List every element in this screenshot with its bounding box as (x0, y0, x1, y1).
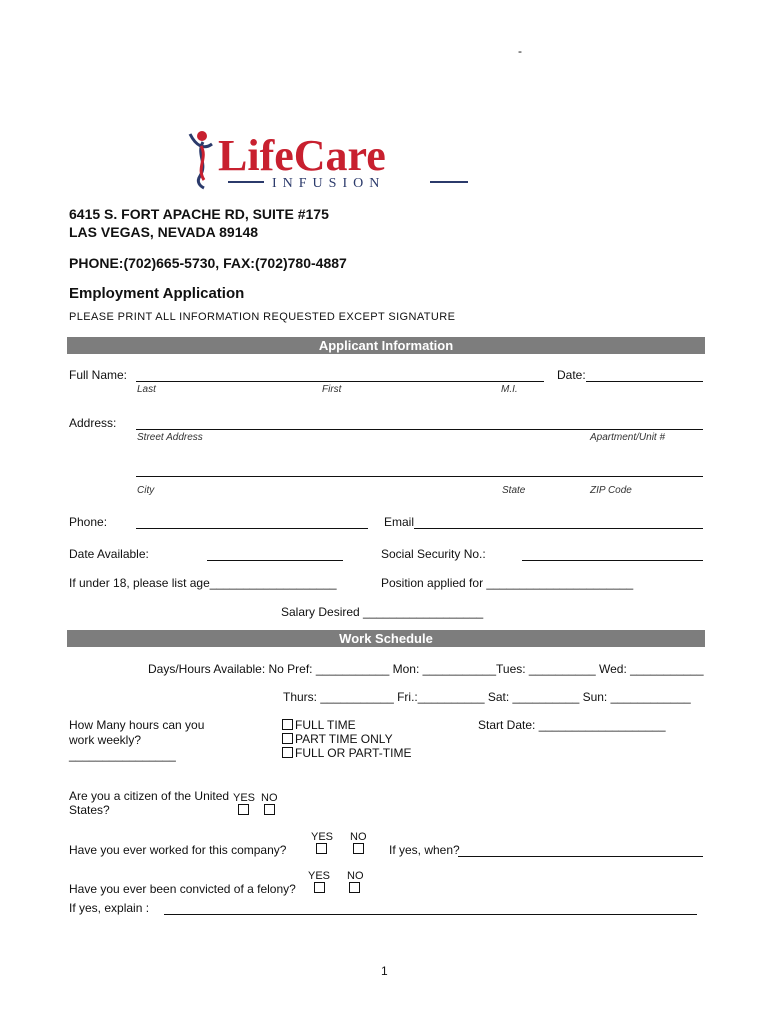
section-applicant-information: Applicant Information (67, 337, 705, 354)
top-dash: - (518, 44, 522, 58)
if-yes-when-label: If yes, when? (389, 843, 460, 857)
citizen-yes-checkbox[interactable] (238, 804, 249, 815)
citizen-yes-label: YES (233, 792, 256, 804)
date-available-label: Date Available: (69, 547, 149, 561)
felony-no-checkbox[interactable] (349, 882, 360, 893)
felony-no-label: NO (347, 870, 364, 882)
felony-question: Have you ever been convicted of a felony? (69, 882, 296, 896)
city-state-zip-field[interactable] (136, 476, 703, 477)
citizen-no-checkbox[interactable] (264, 804, 275, 815)
full-name-field[interactable] (136, 381, 544, 382)
address-label: Address: (69, 416, 117, 430)
full-name-label: Full Name: (69, 368, 128, 382)
explain-label: If yes, explain : (69, 901, 150, 915)
date-available-field[interactable] (207, 560, 343, 561)
first-label: First (322, 384, 342, 395)
logo-text: LifeCare (218, 131, 386, 180)
position-applied-field[interactable]: Position applied for ______________________ (381, 576, 634, 590)
worked-no-checkbox[interactable] (353, 843, 364, 854)
full-time-label: FULL TIME (295, 718, 356, 732)
full-or-part-time-checkbox[interactable] (282, 747, 293, 758)
hours-question-line-1: How Many hours can you (69, 718, 205, 732)
full-or-part-time-label: FULL OR PART-TIME (295, 746, 412, 760)
salary-desired-field[interactable]: Salary Desired __________________ (281, 605, 484, 619)
mi-label: M.I. (501, 384, 518, 395)
email-label: Email (384, 515, 415, 529)
hours-question-line-2: work weekly? (69, 733, 142, 747)
zip-code-label: ZIP Code (590, 485, 632, 496)
part-time-label: PART TIME ONLY (295, 732, 393, 746)
page-title: Employment Application (69, 285, 245, 302)
date-label: Date: (557, 368, 586, 382)
date-field[interactable] (586, 381, 703, 382)
worked-no-label: NO (350, 831, 367, 843)
email-field[interactable] (414, 528, 703, 529)
address-line-1: 6415 S. FORT APACHE RD, SUITE #175 (69, 206, 329, 222)
days-hours-row-1[interactable]: Days/Hours Available: No Pref: ___________ Mon: ___________Tues: __________ Wed: ___________ (148, 662, 704, 676)
apartment-unit-label: Apartment/Unit # (590, 432, 666, 443)
hours-weekly-field[interactable]: ________________ (69, 748, 176, 762)
felony-yes-checkbox[interactable] (314, 882, 325, 893)
worked-yes-checkbox[interactable] (316, 843, 327, 854)
section-work-schedule: Work Schedule (67, 630, 705, 647)
citizen-question-line-1: Are you a citizen of the United (69, 789, 230, 803)
address-line-2: LAS VEGAS, NEVADA 89148 (69, 224, 259, 240)
ssn-field[interactable] (522, 560, 703, 561)
phone-field[interactable] (136, 528, 368, 529)
worked-yes-label: YES (311, 831, 334, 843)
part-time-checkbox[interactable] (282, 733, 293, 744)
start-date-field[interactable]: Start Date: ___________________ (478, 718, 666, 732)
ssn-label: Social Security No.: (381, 547, 486, 561)
days-hours-row-2[interactable]: Thurs: ___________ Fri.:__________ Sat: __________ Sun: ____________ (283, 690, 691, 704)
state-label: State (502, 485, 526, 496)
last-label: Last (137, 384, 156, 395)
lifecare-logo (182, 124, 477, 192)
if-yes-when-field[interactable] (458, 856, 703, 857)
instructions: PLEASE PRINT ALL INFORMATION REQUESTED EXCEPT SIGNATURE (69, 311, 456, 323)
phone-label: Phone: (69, 515, 108, 529)
city-label: City (137, 485, 155, 496)
street-address-field[interactable] (136, 429, 703, 430)
citizen-question-line-2: States? (69, 803, 110, 817)
felony-yes-label: YES (308, 870, 331, 882)
street-address-label: Street Address (137, 432, 203, 443)
full-time-checkbox[interactable] (282, 719, 293, 730)
phone-fax: PHONE:(702)665-5730, FAX:(702)780-4887 (69, 255, 347, 271)
worked-here-question: Have you ever worked for this company? (69, 843, 287, 857)
under-18-age-field[interactable]: If under 18, please list age___________________ (69, 576, 337, 590)
explain-field[interactable] (164, 914, 697, 915)
logo-subtext: INFUSION (272, 176, 386, 191)
page-number: 1 (381, 964, 388, 978)
citizen-no-label: NO (261, 792, 278, 804)
